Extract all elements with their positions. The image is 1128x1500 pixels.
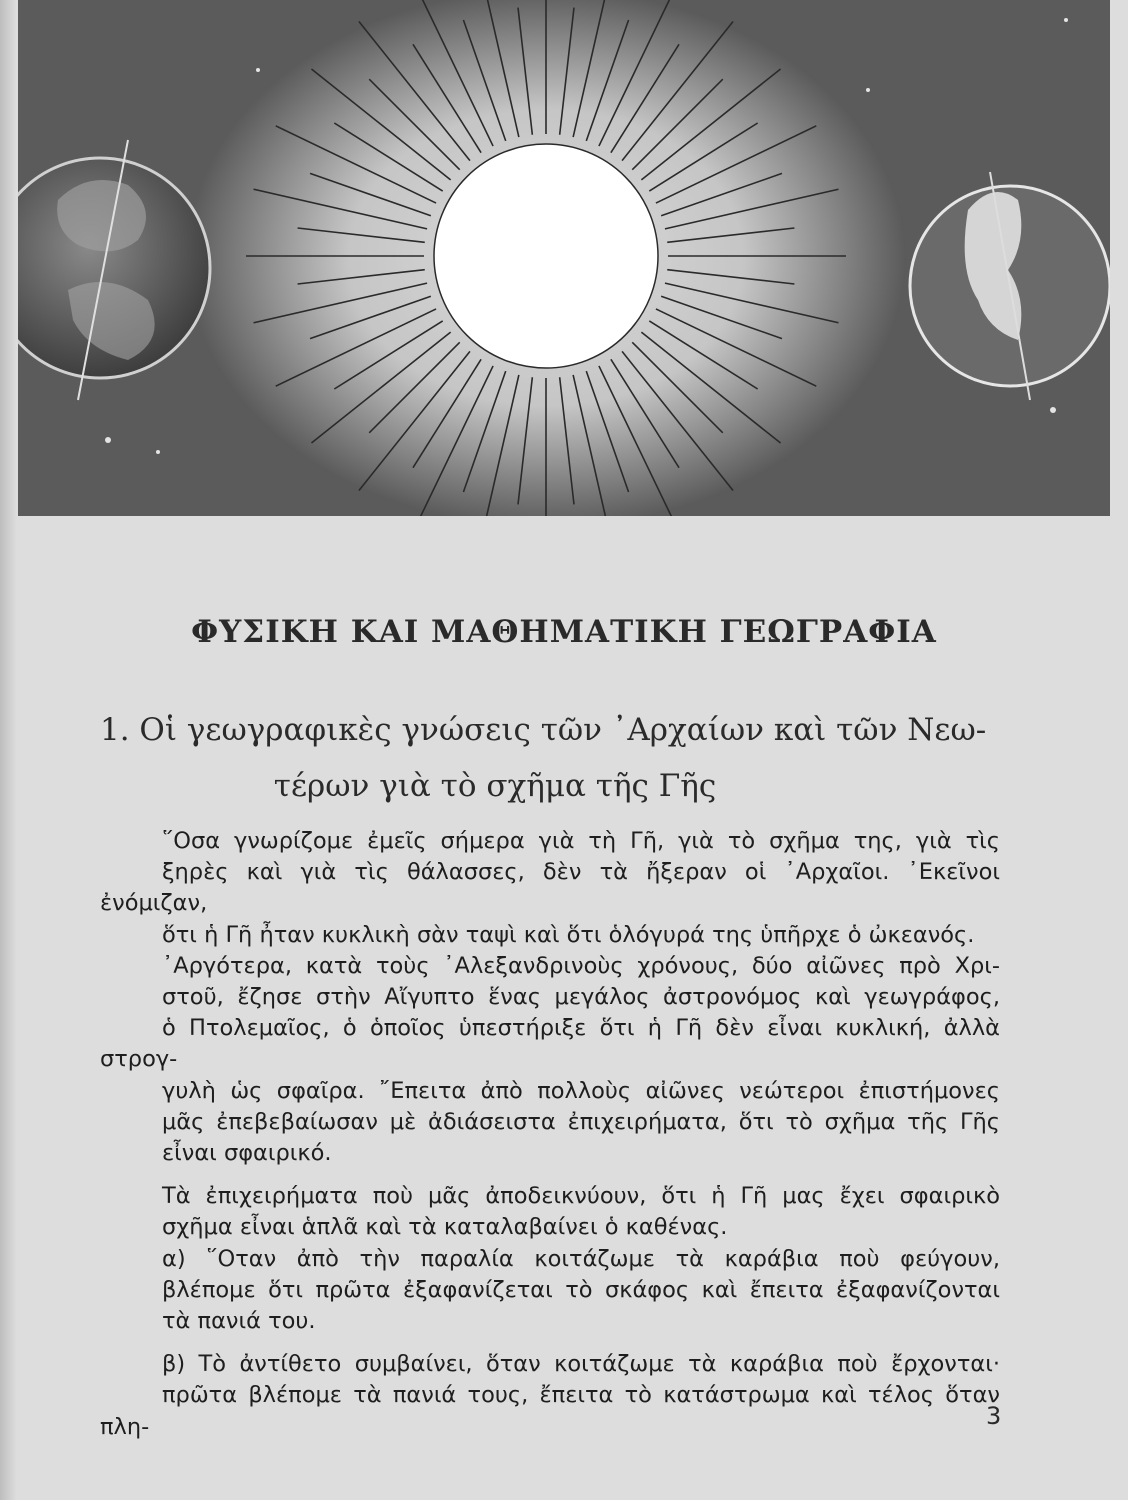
paragraph bbox=[100, 1181, 1000, 1243]
text-line: πρῶτα βλέπομε τὰ πανιά τους, ἔπειτα τὸ κατάστρωμα καὶ τέλος ὅταν πλη- bbox=[100, 1382, 1000, 1440]
text-line: ῞Οσα γνωρίζομε ἐμεῖς σήμερα γιὰ τὴ Γῆ, γιὰ τὸ σχῆμα της, γιὰ τὶς bbox=[162, 828, 1000, 854]
chapter-title-line: τέρων γιὰ τὸ σχῆμα τῆς Γῆς bbox=[273, 768, 717, 804]
text-line: σχῆμα εἶναι ἁπλᾶ καὶ τὰ καταλαβαίνει ὁ καθένας. bbox=[162, 1214, 728, 1241]
text-line: Τὰ ἐπιχειρήματα ποὺ μᾶς ἀποδεικνύουν, ὅτι ἡ Γῆ μας ἔχει σφαιρικὸ bbox=[162, 1183, 1000, 1210]
text-line: ξηρὲς καὶ γιὰ τὶς θάλασσες, δὲν τὰ ἤξεραν οἱ ᾿Αρχαῖοι. ᾿Εκεῖνοι ἐνόμιζαν, bbox=[100, 859, 1000, 917]
sun-between-two-globes-icon bbox=[18, 0, 1110, 516]
page-number: 3 bbox=[986, 1402, 1002, 1430]
text-line: α) ῞Οταν ἀπὸ τὴν παραλία κοιτάζωμε τὰ καράβια ποὺ φεύγουν, bbox=[162, 1245, 1000, 1272]
chapter-title bbox=[100, 702, 1000, 814]
text-line: εἶναι σφαιρικό. bbox=[162, 1140, 332, 1167]
chapter-title-line: 1. Οἱ γεωγραφικὲς γνώσεις τῶν ᾿Αρχαίων καὶ τῶν Νεω- bbox=[100, 712, 987, 748]
page-spine-shadow bbox=[0, 0, 16, 1500]
text-line: μᾶς ἐπεβεβαίωσαν μὲ ἀδιάσειστα ἐπιχειρήματα, ὅτι τὸ σχῆμα τῆς Γῆς bbox=[162, 1108, 1000, 1135]
text-line: ὁ Πτολεμαῖος, ὁ ὁποῖος ὑπεστήριξε ὅτι ἡ Γῆ δὲν εἶναι κυκλική, ἀλλὰ στρογ- bbox=[100, 1015, 1000, 1073]
paragraph bbox=[100, 1244, 1000, 1338]
page-title: ΦΥΣΙΚΗ ΚΑΙ ΜΑΘΗΜΑΤΙΚΗ ΓΕΩΓΡΑΦΙΑ bbox=[191, 614, 937, 650]
paragraph bbox=[100, 951, 1000, 1169]
text-line: τὰ πανιά του. bbox=[162, 1308, 316, 1335]
text-line: β) Τὸ ἀντίθετο συμβαίνει, ὅταν κοιτάζωμε τὰ καράβια ποὺ ἔρχονται· bbox=[162, 1351, 1000, 1378]
text-line: βλέπομε ὅτι πρῶτα ἐξαφανίζεται τὸ σκάφος καὶ ἔπειτα ἐξαφανίζονται bbox=[162, 1276, 1000, 1303]
paragraph bbox=[100, 826, 1000, 951]
paragraph bbox=[100, 1349, 1000, 1443]
text-line: ὅτι ἡ Γῆ ἦταν κυκλικὴ σὰν ταψὶ καὶ ὅτι ὁλόγυρά της ὑπῆρχε ὁ ὠκεανός. bbox=[162, 921, 975, 948]
text-line: στοῦ, ἔζησε στὴν Αἴγυπτο ἕνας μεγάλος ἀστρονόμος καὶ γεωγράφος, bbox=[162, 984, 1000, 1011]
body-text bbox=[100, 826, 1000, 1443]
text-line: ᾿Αργότερα, κατὰ τοὺς ᾿Αλεξανδρινοὺς χρόνους, δύο αἰῶνες πρὸ Χρι- bbox=[162, 952, 1000, 979]
header-illustration bbox=[18, 0, 1110, 516]
sun-disc bbox=[434, 144, 658, 368]
text-line: γυλὴ ὡς σφαῖρα. ῎Επειτα ἀπὸ πολλοὺς αἰῶνες νεώτεροι ἐπιστήμονες bbox=[162, 1077, 1000, 1104]
